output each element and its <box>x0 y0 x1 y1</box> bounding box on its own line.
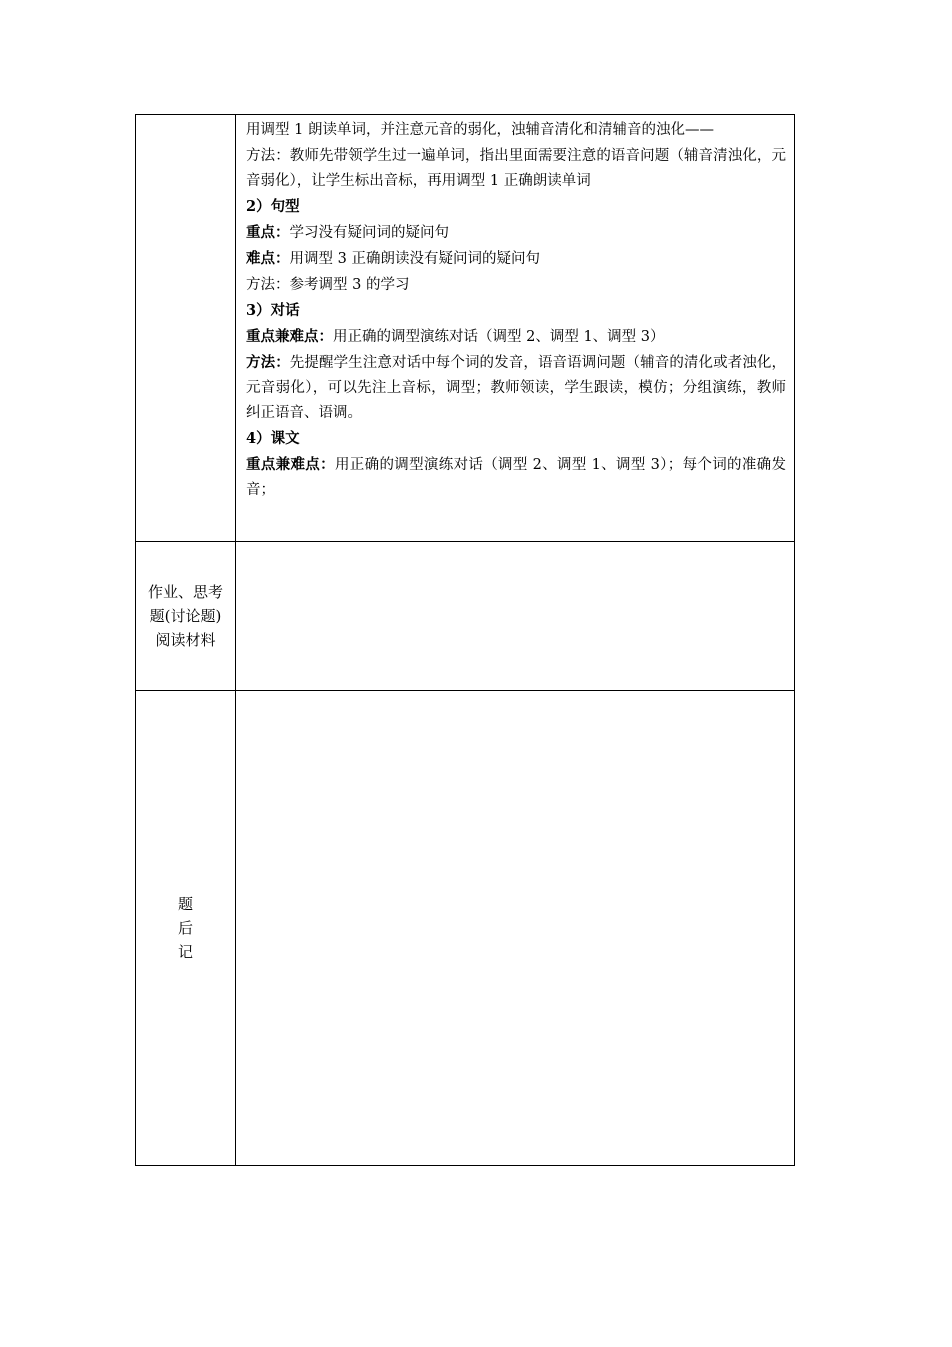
content-line: 重点兼难点：用正确的调型演练对话（调型 2、调型 1、调型 3）；每个词的准确发音； <box>246 456 786 498</box>
lesson-plan-table <box>135 114 795 1166</box>
content-line: 重点兼难点：用正确的调型演练对话（调型 2、调型 1、调型 3） <box>246 328 665 345</box>
content-line: 方法：教师先带领学生过一遍单词，指出里面需要注意的语音问题（辅音清浊化，元音弱化），让学生标出音标，再用调型 1 正确朗读单词 <box>246 148 786 189</box>
row1-content-cell <box>236 115 795 542</box>
homework-label-cell <box>136 542 236 691</box>
section-heading: 2）句型 <box>246 198 300 215</box>
postscript-label-cell <box>136 691 236 1166</box>
content-line: 方法：先提醒学生注意对话中每个词的发音，语音语调问题（辅音的清化或者浊化，元音弱化），可以先注上音标，调型；教师领读，学生跟读，模仿；分组演练，教师纠正语音、语调。 <box>246 354 787 421</box>
section-heading: 3）对话 <box>246 302 300 319</box>
homework-label-line: 题(讨论题) <box>149 607 222 625</box>
table-row-postscript <box>136 691 795 1166</box>
homework-label-line: 作业、思考 <box>147 583 223 601</box>
row1-label-cell <box>136 115 236 542</box>
postscript-label-char: 记 <box>177 943 193 961</box>
postscript-label-char: 题 <box>177 895 193 913</box>
section-heading: 4）课文 <box>246 430 300 447</box>
table-row-teaching-content <box>136 115 795 542</box>
content-line: 重点：学习没有疑问词的疑问句 <box>246 224 449 241</box>
table-row-homework <box>136 542 795 691</box>
content-line: 方法：参考调型 3 的学习 <box>246 277 410 293</box>
homework-label-line: 阅读材料 <box>155 631 216 649</box>
content-line: 难点：用调型 3 正确朗读没有疑问词的疑问句 <box>246 250 540 267</box>
postscript-content-cell <box>236 691 795 1166</box>
postscript-label-char: 后 <box>177 919 193 937</box>
content-line: 用调型 1 朗读单词，并注意元音的弱化，浊辅音清化和清辅音的浊化—— <box>246 122 714 138</box>
homework-content-cell <box>236 542 795 691</box>
